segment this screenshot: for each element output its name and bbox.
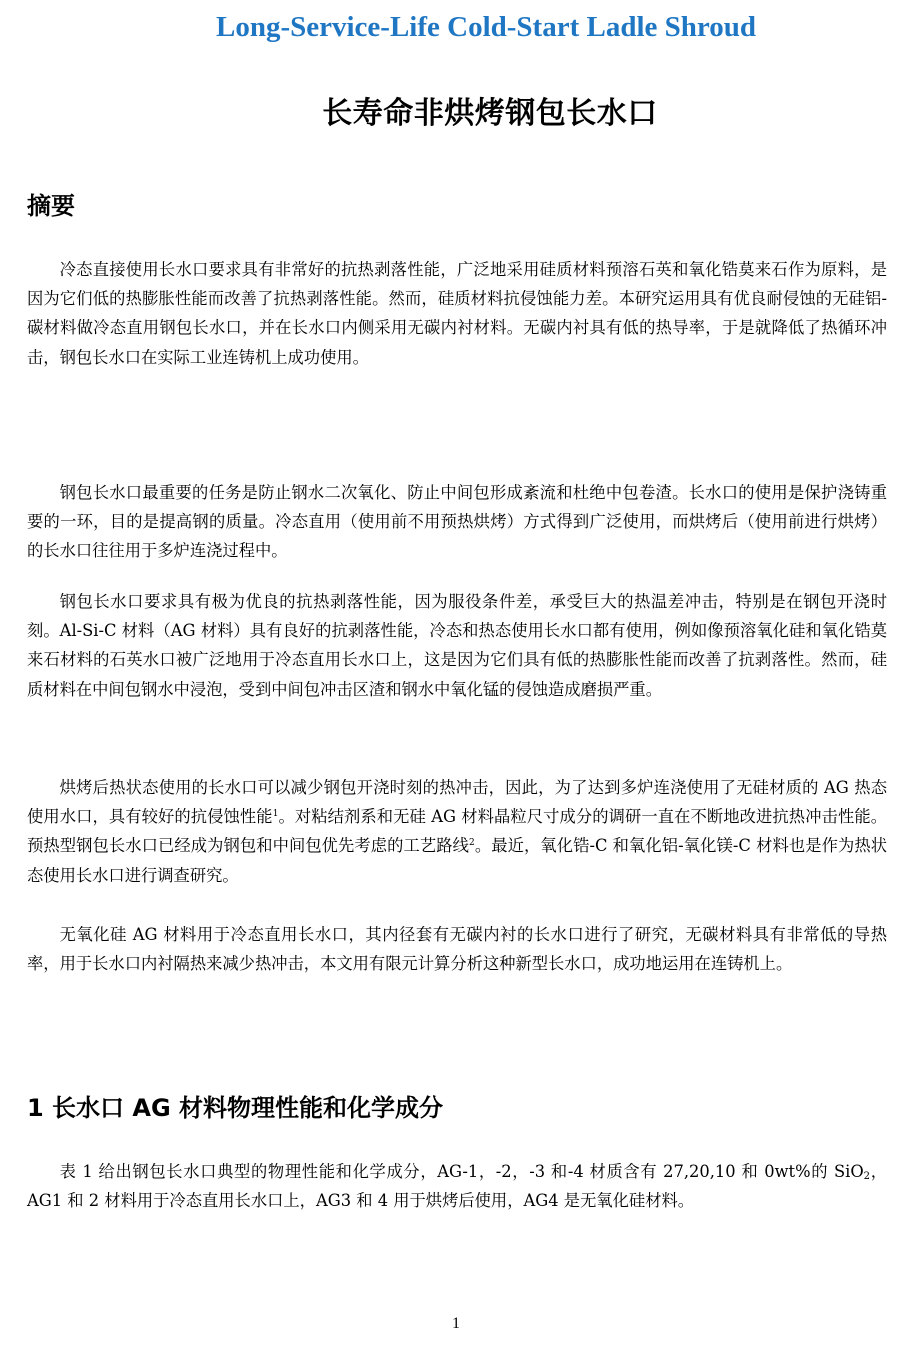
section-1-paragraph-part-b: ，AG1 和 2 材料用于冷态直用长水口上，AG3 和 4 用于烘烤后使用，AG4 是无氧化硅材料。 xyxy=(27,1162,887,1211)
section-1-paragraph xyxy=(27,1157,887,1215)
intro-paragraph-3-part-a: 烘烤后热状态使用的长水口可以减少钢包开浇时刻的热冲击，因此，为了达到多炉连浇使用了无硅材质的 AG 热态使用水口，具有较好的抗侵蚀性能 xyxy=(27,778,887,827)
citation-ref-1: 1 xyxy=(272,809,279,820)
english-title: Long-Service-Life Cold-Start Ladle Shroud xyxy=(216,11,756,43)
citation-ref-2: 2 xyxy=(469,838,475,849)
intro-paragraph-2: 钢包长水口要求具有极为优良的抗热剥落性能，因为服役条件差，承受巨大的热温差冲击，特别是在钢包开浇时刻。Al-Si-C 材料（AG 材料）具有良好的抗剥落性能，冷态和热态使用长水口都有使用，例如像预溶氧化硅和氧化锆莫来石材料的石英水口被广泛地用于冷态直用长水口上，这是因为它们具有低的热膨胀性能而改善了抗剥落性。然而，硅质材料在中间包钢水中浸泡，受到中间包冲击区渣和钢水中氧化锰的侵蚀造成磨损严重。 xyxy=(27,592,887,699)
page-number: 1 xyxy=(452,1315,460,1332)
intro-paragraph-4: 无氧化硅 AG 材料用于冷态直用长水口，其内径套有无碳内衬的长水口进行了研究，无碳材料具有非常低的导热率，用于长水口内衬隔热来减少热冲击，本文用有限元计算分析这种新型长水口，成功地运用在连铸机上。 xyxy=(27,925,887,974)
intro-paragraph-3 xyxy=(27,773,887,890)
abstract-paragraph: 冷态直接使用长水口要求具有非常好的抗热剥落性能，广泛地采用硅质材料预溶石英和氧化锆莫来石作为原料，是因为它们低的热膨胀性能而改善了抗热剥落性能。然而，硅质材料抗侵蚀能力差。本研究运用具有优良耐侵蚀的无硅铝-碳材料做冷态直用钢包长水口，并在长水口内侧采用无碳内衬材料。无碳内衬具有低的热导率，于是就降低了热循环冲击，钢包长水口在实际工业连铸机上成功使用。 xyxy=(27,260,887,367)
chinese-title: 长寿命非烘烤钢包长水口 xyxy=(322,96,658,131)
abstract-heading: 摘要 xyxy=(27,192,75,220)
section-1-heading: 1 长水口 AG 材料物理性能和化学成分 xyxy=(27,1094,444,1122)
subscript-2: 2 xyxy=(863,1171,871,1182)
intro-paragraph-3-part-b: 。对粘结剂系和无硅 AG 材料晶粒尺寸成分的调研一直在不断地改进抗热冲击性能。预热型钢包长水口已经成为钢包和中间包优先考虑的工艺路线 xyxy=(27,807,887,856)
section-1-paragraph-part-a: 表 1 给出钢包长水口典型的物理性能和化学成分，AG-1，-2，-3 和-4 材质含有 27,20,10 和 0wt%的 SiO xyxy=(59,1162,864,1181)
intro-paragraph-1: 钢包长水口最重要的任务是防止钢水二次氧化、防止中间包形成紊流和杜绝中包卷渣。长水口的使用是保护浇铸重要的一环，目的是提高钢的质量。冷态直用（使用前不用预热烘烤）方式得到广泛使用，而烘烤后（使用前进行烘烤）的长水口往往用于多炉连浇过程中。 xyxy=(27,483,887,561)
intro-paragraph-3-part-c: 。最近，氧化锆-C 和氧化铝-氧化镁-C 材料也是作为热状态使用长水口进行调查研究。 xyxy=(27,836,887,885)
